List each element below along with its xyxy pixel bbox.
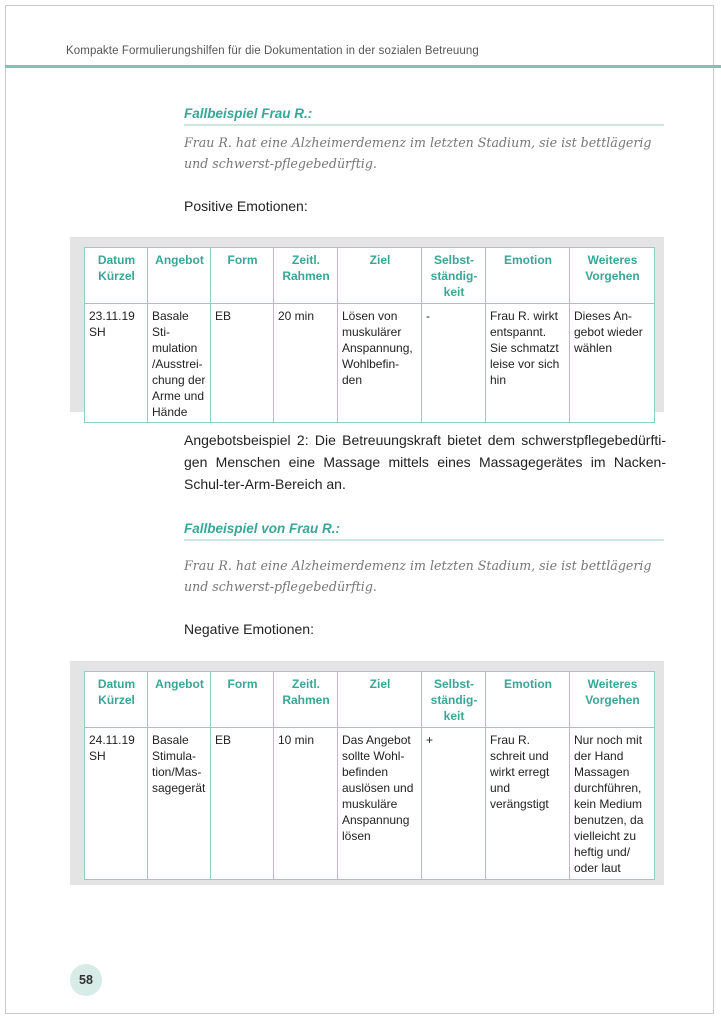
table-panel-2 <box>70 661 664 885</box>
table-row <box>85 728 655 880</box>
page-number: 58 <box>70 964 102 996</box>
cell-rahmen: 10 min <box>274 728 338 880</box>
cell-form: EB <box>211 304 274 423</box>
header-rule <box>5 65 721 68</box>
cell-angebot: Basale Stimula-tion/Mas-sagegerät <box>148 728 211 880</box>
offer-example-paragraph: Angebotsbeispiel 2: Die Betreuungskraft bietet dem schwerstpflegebedürfti-gen Menschen eine Massage mittels eines Massagegerätes im Nacken-Schul-ter-Arm-Bereich an. <box>184 432 666 492</box>
col-header-form: Form <box>211 248 274 304</box>
case-title-2: Fallbeispiel von Frau R.: <box>184 521 341 536</box>
cell-rahmen: 20 min <box>274 304 338 423</box>
running-head: Kompakte Formulierungshilfen für die Dokumentation in der sozialen Betreuung <box>66 45 479 57</box>
cell-emotion: Frau R. schreit und wirkt erregt und verängstigt <box>486 728 570 880</box>
col-header-selbststaendigkeit: Selbst-ständig-keit <box>422 248 486 304</box>
cell-vorgehen: Dieses An-gebot wieder wählen <box>570 304 655 423</box>
documentation-table-2 <box>84 671 655 880</box>
col-header-angebot: Angebot <box>148 248 211 304</box>
section-label-positive: Positive Emotionen: <box>184 198 308 214</box>
cell-datum: 23.11.19 SH <box>85 304 148 423</box>
cell-form: EB <box>211 728 274 880</box>
col-header-ziel: Ziel <box>338 248 422 304</box>
case-title-1: Fallbeispiel Frau R.: <box>184 106 313 121</box>
table-header-row <box>85 248 655 304</box>
col-header-rahmen: Zeitl. Rahmen <box>274 672 338 728</box>
col-header-selbststaendigkeit: Selbst-ständig-keit <box>422 672 486 728</box>
cell-ziel: Lösen von muskulärer Anspannung, Wohlbefin-den <box>338 304 422 423</box>
col-header-emotion: Emotion <box>486 248 570 304</box>
col-header-vorgehen: Weiteres Vorgehen <box>570 672 655 728</box>
cell-vorgehen: Nur noch mit der Hand Massagen durchführen, kein Medium benutzen, da vielleicht zu heftig und/ oder laut <box>570 728 655 880</box>
cell-ziel: Das Angebot sollte Wohl-befinden auslösen und muskuläre Anspannung lösen <box>338 728 422 880</box>
cell-datum: 24.11.19 SH <box>85 728 148 880</box>
documentation-table-1 <box>84 247 655 423</box>
col-header-angebot: Angebot <box>148 672 211 728</box>
table-panel-1 <box>70 237 664 419</box>
cell-angebot: Basale Sti-mulation /Ausstrei-chung der Arme und Hände <box>148 304 211 423</box>
case-text-1: Frau R. hat eine Alzheimerdemenz im letzten Stadium, sie ist bettlägerig und schwerst-pflegebedürftig. <box>184 135 652 171</box>
col-header-emotion: Emotion <box>486 672 570 728</box>
col-header-datum: Datum Kürzel <box>85 248 148 304</box>
cell-emotion: Frau R. wirkt entspannt. Sie schmatzt leise vor sich hin <box>486 304 570 423</box>
col-header-rahmen: Zeitl. Rahmen <box>274 248 338 304</box>
col-header-vorgehen: Weiteres Vorgehen <box>570 248 655 304</box>
cell-selbststaendigkeit: + <box>422 728 486 880</box>
case-rule-2 <box>184 539 664 541</box>
col-header-form: Form <box>211 672 274 728</box>
col-header-ziel: Ziel <box>338 672 422 728</box>
section-label-negative: Negative Emotionen: <box>184 621 314 637</box>
table-header-row <box>85 672 655 728</box>
case-text-2: Frau R. hat eine Alzheimerdemenz im letzten Stadium, sie ist bettlägerig und schwerst-pflegebedürftig. <box>184 558 652 594</box>
col-header-datum: Datum Kürzel <box>85 672 148 728</box>
table-row <box>85 304 655 423</box>
cell-selbststaendigkeit: - <box>422 304 486 423</box>
case-rule-1 <box>184 124 664 126</box>
